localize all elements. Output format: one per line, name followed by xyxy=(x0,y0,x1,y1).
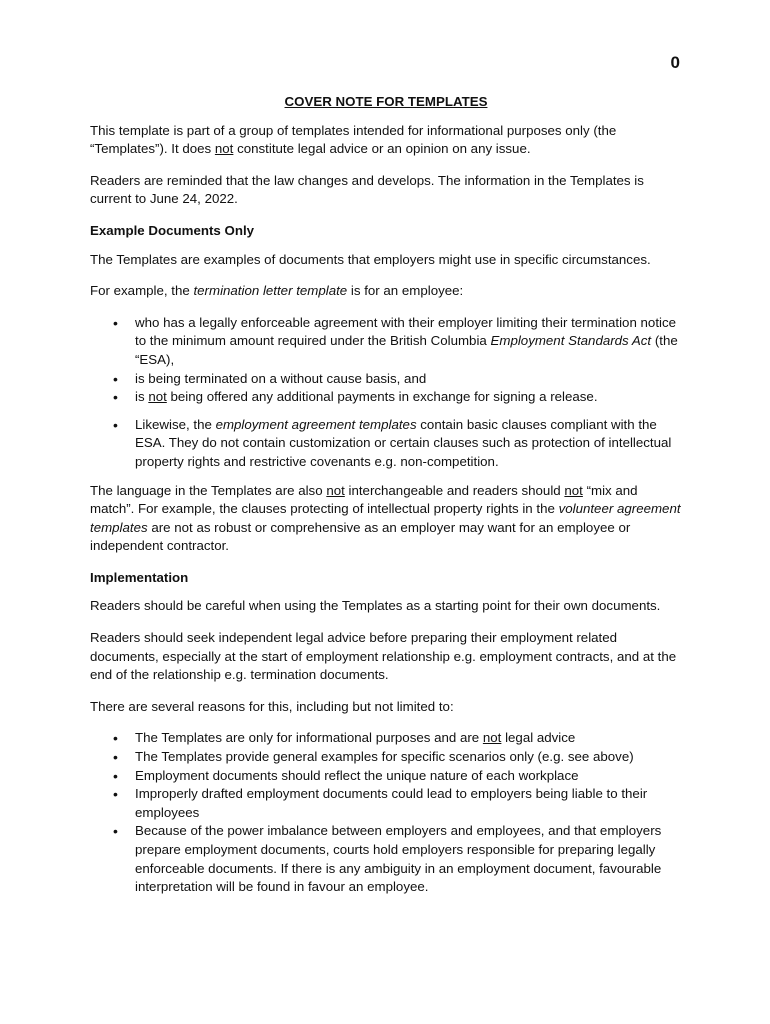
document-title: COVER NOTE FOR TEMPLATES xyxy=(284,94,488,109)
intro-paragraph-2: Readers are reminded that the law changes and develops. The information in the Templates is current to June 24, 2022. xyxy=(90,172,644,207)
section-heading-implementation: Implementation xyxy=(90,569,189,585)
example-bullet-list xyxy=(90,314,682,472)
list-item: • who has a legally enforceable agreement with their employer limiting their termination notice to the minimum amount required under the British Columbia Employment Standards Act (the “ESA), xyxy=(135,314,682,370)
page-number: 0 xyxy=(670,53,680,72)
list-item: • Employment documents should reflect the unique nature of each workplace xyxy=(135,767,682,786)
implementation-paragraph-3: There are several reasons for this, including but not limited to: xyxy=(90,698,454,714)
implementation-paragraph-2: Readers should seek independent legal advice before preparing their employment related documents, especially at the start of employment relationship e.g. employment contracts, and at the end of the relationship e.g. termination documents. xyxy=(90,630,677,683)
document-body xyxy=(90,93,682,907)
list-item: • is being terminated on a without cause basis, and xyxy=(135,370,682,389)
section-heading-example: Example Documents Only xyxy=(90,222,255,238)
example-paragraph-3: The language in the Templates are also not interchangeable and readers should not “mix and match”. For example, the clauses protecting of intellectual property rights in the volunteer agreement templates are not as robust or comprehensive as an employer may want for an employee or independent contractor. xyxy=(90,482,681,554)
reasons-bullet-list xyxy=(90,729,682,896)
intro-paragraph-1: This template is part of a group of templates intended for informational purposes only (the “Templates”). It does not constitute legal advice or an opinion on any issue. xyxy=(90,122,617,157)
list-item: • is not being offered any additional payments in exchange for signing a release. xyxy=(135,388,682,407)
list-item: • Because of the power imbalance between employers and employees, and that employers prepare employment documents, courts hold employers responsible for preparing legally enforceable documents. If there is any ambiguity in an employment document, favourable interpretation will be found in favour an employee. xyxy=(135,822,682,896)
example-paragraph-2: For example, the termination letter template is for an employee: xyxy=(90,283,464,299)
list-item: • The Templates are only for informational purposes and are not legal advice xyxy=(135,729,682,748)
list-item: • Likewise, the employment agreement templates contain basic clauses compliant with the ESA. They do not contain customization or certain clauses such as protection of intellectual property rights and restrictive covenants e.g. non-competition. xyxy=(135,416,682,472)
list-item: • Improperly drafted employment documents could lead to employers being liable to their employees xyxy=(135,785,682,822)
implementation-paragraph-1: Readers should be careful when using the Templates as a starting point for their own documents. xyxy=(90,598,661,614)
list-item: • The Templates provide general examples for specific scenarios only (e.g. see above) xyxy=(135,748,682,767)
example-paragraph-1: The Templates are examples of documents that employers might use in specific circumstances. xyxy=(90,251,651,267)
